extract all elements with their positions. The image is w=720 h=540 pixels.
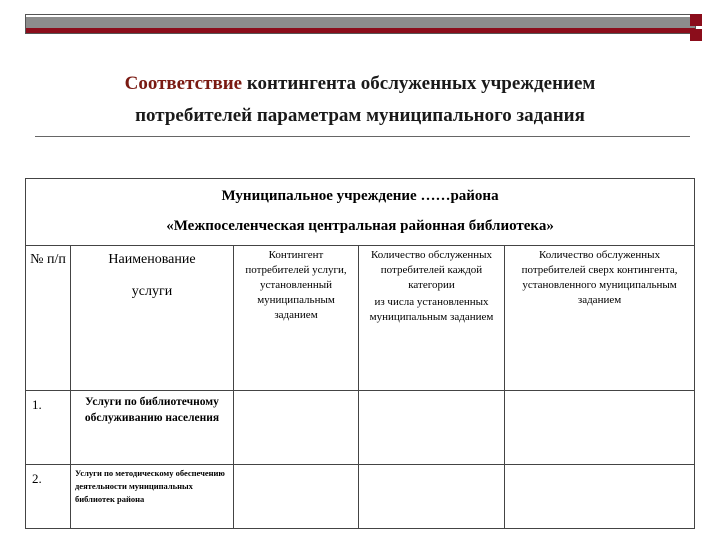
corner-square-bottom: [690, 29, 702, 41]
institution-header-row: [26, 179, 695, 246]
top-decor-bar: [25, 14, 696, 34]
title-line1-rest: контингента обслуженных учреждением: [246, 73, 596, 94]
title-line2: потребителей параметрам муниципального задания: [135, 105, 585, 126]
institution-header: [26, 179, 695, 246]
col-header-above: Количество обслуженных потребителей сверх контингента, установленного муниципальным заданием: [505, 246, 695, 391]
institution-line1: Муниципальное учреждение ……района: [221, 188, 499, 204]
column-header-row: [26, 246, 695, 391]
slide-title: [40, 68, 680, 132]
col-header-name-top: Наименование: [108, 252, 196, 267]
row-service: Услуги по методическому обеспечению деятельности муниципальных библиотек района: [71, 465, 234, 529]
row-num: 2.: [26, 465, 71, 529]
row-cell-above: [505, 465, 695, 529]
service-table: [25, 178, 695, 529]
row-cell-contingent: [234, 391, 359, 465]
top-gray-band: [26, 17, 695, 28]
col-header-name-bottom: услуги: [131, 284, 173, 299]
col-header-contingent: Контингент потребителей услуги, установленный муниципальным заданием: [234, 246, 359, 391]
corner-squares: [690, 14, 702, 44]
col-header-served-top: Количество обслуженных потребителей каждой категории: [370, 249, 493, 291]
table-row: [26, 465, 695, 529]
col-header-name: [71, 246, 234, 391]
corner-square-top: [690, 14, 702, 26]
row-cell-served: [359, 391, 505, 465]
row-num: 1.: [26, 391, 71, 465]
title-accent-word: Соответствие: [124, 73, 243, 94]
row-service: Услуги по библиотечному обслуживанию населения: [71, 391, 234, 465]
table-row: [26, 391, 695, 465]
row-cell-served: [359, 465, 505, 529]
top-red-stripe: [26, 28, 695, 33]
col-header-num: № п/п: [26, 246, 71, 391]
col-header-served-bottom: из числа установленных муниципальным заданием: [369, 296, 494, 323]
institution-line2: «Межпоселенческая центральная районная библиотека»: [166, 218, 554, 234]
col-header-served: [359, 246, 505, 391]
row-cell-contingent: [234, 465, 359, 529]
title-divider: [35, 136, 690, 137]
row-cell-above: [505, 391, 695, 465]
